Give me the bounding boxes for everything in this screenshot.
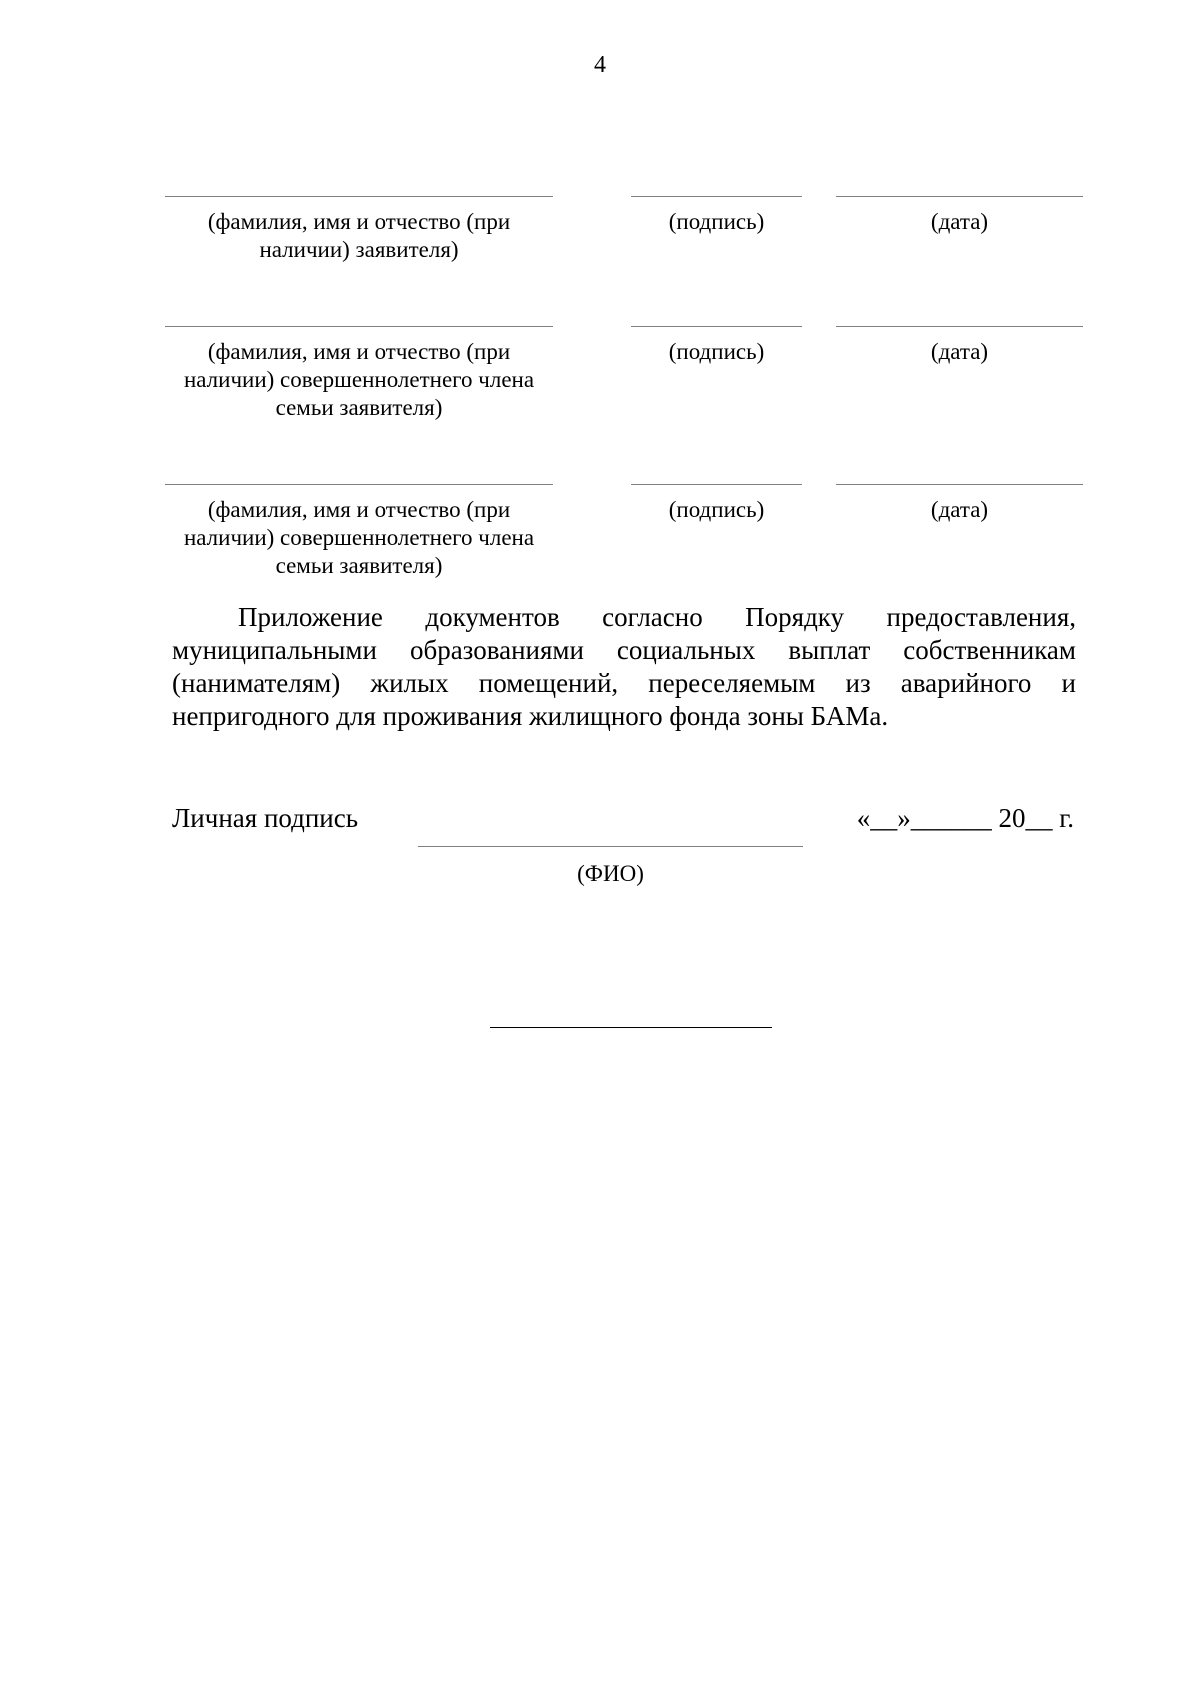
date-line <box>836 484 1083 485</box>
signature-caption: (подпись) <box>668 497 765 522</box>
personal-signature-label: Личная подпись <box>172 803 359 833</box>
signature-row <box>0 196 1200 326</box>
name-line <box>165 326 553 327</box>
signature-row <box>0 484 1200 614</box>
page-number: 4 <box>594 52 606 78</box>
name-line <box>165 196 553 197</box>
signature-line <box>631 326 802 327</box>
signature-line <box>631 484 802 485</box>
signature-caption: (подпись) <box>668 209 765 234</box>
name-caption: (фамилия, имя и отчество (при наличии) совершеннолетнего члена семьи заявителя) <box>183 497 535 578</box>
date-caption: (дата) <box>930 339 989 364</box>
name-caption: (фамилия, имя и отчество (при наличии) совершеннолетнего члена семьи заявителя) <box>183 339 535 420</box>
name-caption: (фамилия, имя и отчество (при наличии) заявителя) <box>207 209 511 262</box>
signature-caption: (подпись) <box>668 339 765 364</box>
personal-signature-line <box>418 846 803 847</box>
date-caption: (дата) <box>930 497 989 522</box>
date-template: «__»______ 20__ г. <box>856 803 1074 833</box>
attachment-paragraph: Приложение документов согласно Порядку предоставления, муниципальными образованиями социальных выплат собственникам (нанимателям) жилых помещений, переселяемым из аварийного и непригодного для проживания жилищного фонда зоны БАМа. <box>172 602 1076 731</box>
date-line <box>836 326 1083 327</box>
signature-line <box>631 196 802 197</box>
name-line <box>165 484 553 485</box>
closing-divider <box>490 1027 772 1028</box>
date-line <box>836 196 1083 197</box>
signature-row <box>0 326 1200 456</box>
date-caption: (дата) <box>930 209 989 234</box>
fio-caption: (ФИО) <box>577 861 644 886</box>
